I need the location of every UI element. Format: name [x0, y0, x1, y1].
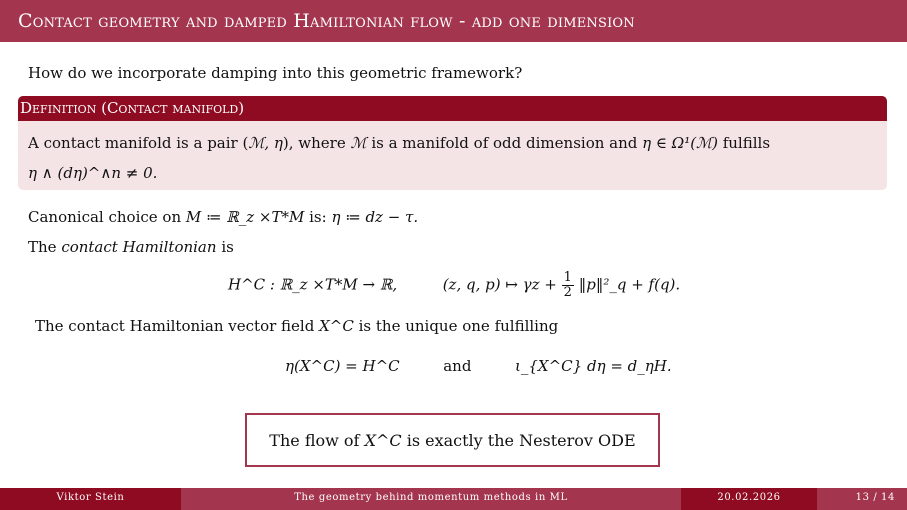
vector-field-line [35, 317, 558, 335]
footer-bar [0, 488, 907, 510]
definition-math: ℳ [350, 134, 367, 152]
canonical-choice-line [28, 208, 418, 226]
frame-title-bar [0, 0, 907, 42]
contact-hamiltonian-line [28, 238, 234, 256]
hamiltonian-rhs: ‖p‖²_q + f(q). [578, 275, 681, 294]
definition-text: A contact manifold is a pair ( [28, 134, 249, 152]
hamiltonian-equation [228, 271, 680, 300]
canonical-text: Canonical choice on [28, 208, 186, 226]
contact-ham-text: is [216, 238, 234, 256]
definition-line-2: η ∧ (dη)^∧n ≠ 0. [28, 164, 158, 182]
flow-text: is exactly the Nesterov ODE [406, 430, 636, 450]
nesterov-highlight-box [245, 413, 660, 467]
definition-text: fulfills [717, 134, 771, 152]
canonical-math: η ≔ dz − τ. [331, 208, 419, 226]
vector-field-symbol: X^C [319, 317, 354, 335]
footer-page-number: 13 / 14 [817, 488, 907, 510]
flow-symbol: X^C [364, 430, 402, 450]
frame-title: Contact geometry and damped Hamiltonian flow - add one dimension [18, 10, 635, 32]
definition-text: ), where [282, 134, 351, 152]
vector-field-text: is the unique one fulfilling [353, 317, 559, 335]
canonical-text: is: [304, 208, 332, 226]
condition-and: and [443, 357, 472, 375]
footer-date: 20.02.2026 [681, 488, 817, 510]
one-half-fraction: $\frac{1}{2}$ [563, 270, 572, 300]
condition-right: ι_{X^C} dη = d_ηH. [515, 357, 672, 375]
footer-talk-title: The geometry behind momentum methods in ML [181, 488, 681, 510]
hamiltonian-domain: H^C : ℝ_z ×T*M → ℝ, [228, 275, 398, 294]
flow-text: The flow of [269, 430, 360, 450]
contact-ham-text: The [28, 238, 62, 256]
definition-title: Definition (Contact manifold) [18, 96, 887, 121]
intro-question: How do we incorporate damping into this geometric framework? [28, 64, 523, 82]
definition-body [18, 121, 887, 188]
hamiltonian-map: (z, q, p) ↦ γz + [442, 275, 557, 294]
canonical-math: M ≔ ℝ_z ×T*M [185, 208, 305, 226]
condition-left: η(X^C) = H^C [285, 357, 400, 375]
definition-line-1 [28, 128, 877, 158]
vector-field-text: The contact Hamiltonian vector field [35, 317, 320, 335]
definition-math: η ∈ Ω¹(ℳ) [642, 134, 718, 152]
contact-ham-emphasis: contact Hamiltonian [61, 238, 217, 256]
condition-equations [285, 357, 672, 375]
footer-author: Viktor Stein [0, 488, 181, 510]
definition-block [18, 96, 887, 190]
definition-math: ℳ, η [248, 134, 283, 152]
definition-text: is a manifold of odd dimension and [366, 134, 643, 152]
